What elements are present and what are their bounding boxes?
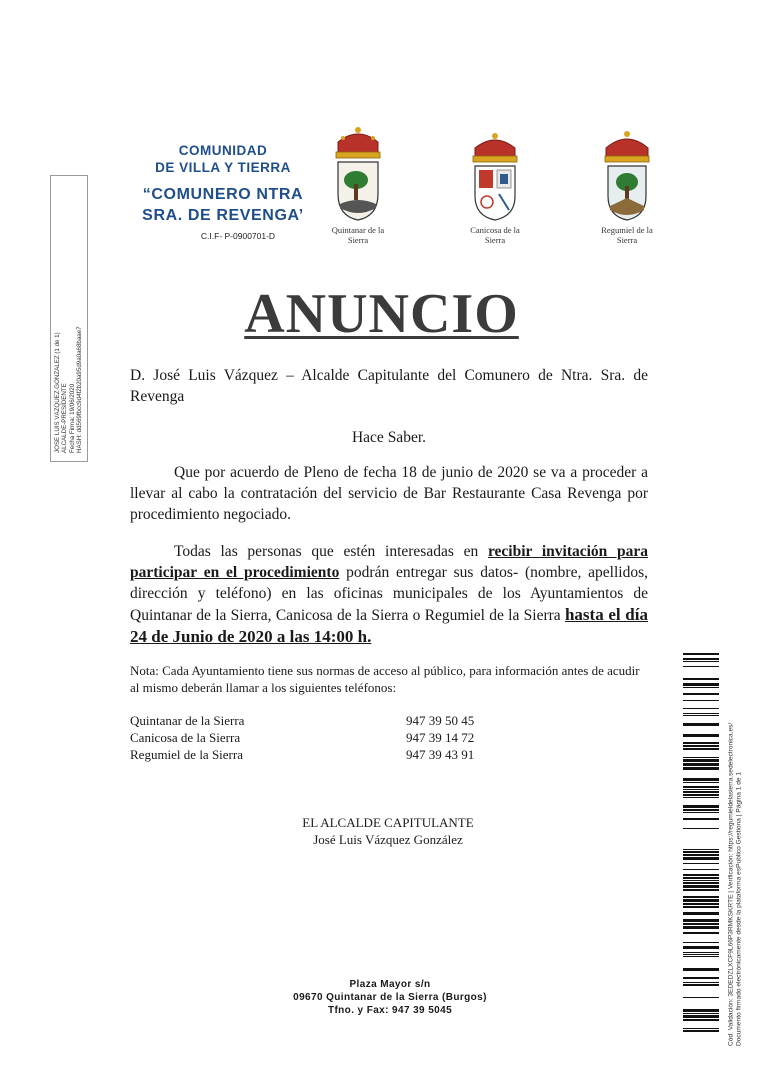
barcode-bar xyxy=(683,854,719,856)
paragraph-2-part-c: podrán entregar sus datos- (nombre, apellidos, dirección y teléfono) en las oficinas municipales de los Ayuntamientos de Quintanar de la Sierra, Canicosa de la Sierra o Regumiel de la Sierra xyxy=(130,564,648,624)
signature-hash: HASH: dd569fbcc9d4f2b20a95d9a0a68baae7 xyxy=(76,326,84,453)
deadline-text: hasta el día 24 de Junio de 2020 a las 14:00 h. xyxy=(130,605,648,646)
barcode-bar xyxy=(683,977,719,979)
barcode-bar xyxy=(683,782,719,783)
coat-regumiel xyxy=(587,128,667,245)
barcode-bar xyxy=(683,956,719,957)
barcode-bar xyxy=(683,818,719,820)
barcode-bar xyxy=(683,742,719,744)
verification-text xyxy=(728,664,745,1046)
barcode-bar xyxy=(683,1019,719,1021)
org-line-3: “COMUNERO NTRA xyxy=(142,186,304,203)
barcode-bar xyxy=(683,1013,719,1014)
footer-line-3: Tfno. y Fax: 947 39 5045 xyxy=(327,1005,453,1016)
barcode-bar xyxy=(683,789,719,790)
barcode-bar xyxy=(683,794,719,796)
coat-regumiel-caption: Regumiel de la Sierra xyxy=(601,225,653,245)
barcode-bar xyxy=(683,658,719,660)
phone-number: 947 39 14 72 xyxy=(406,730,475,745)
barcode-bar xyxy=(683,734,719,737)
barcode-bar xyxy=(683,683,719,686)
signature-date: Fecha Firma: 19/06/2020 xyxy=(69,383,76,453)
barcode-bar xyxy=(683,997,719,998)
signature-name: JOSÉ LUIS VÁZQUEZ GONZÁLEZ (1 de 1) xyxy=(54,332,62,453)
barcode-bar xyxy=(683,828,719,829)
barcode-bar xyxy=(683,661,719,662)
barcode-bar xyxy=(683,767,719,770)
barcode-icon xyxy=(683,653,719,1035)
barcode-bar xyxy=(683,748,719,750)
organization-header xyxy=(128,142,318,241)
paragraph-2 xyxy=(130,541,648,648)
barcode-bar xyxy=(683,778,719,781)
barcode-bar xyxy=(683,763,719,766)
barcode-bar xyxy=(683,912,719,915)
coat-of-arms-canicosa-icon xyxy=(467,130,523,222)
phone-row xyxy=(130,746,530,763)
barcode-bar xyxy=(683,708,719,709)
barcode-bar xyxy=(683,693,719,695)
barcode-bar xyxy=(683,919,719,922)
phone-row xyxy=(130,729,530,746)
footer-line-1: Plaza Mayor s/n xyxy=(349,979,431,990)
barcode-bar xyxy=(683,805,719,808)
intro-paragraph: D. José Luis Vázquez – Alcalde Capitulante del Comunero de Ntra. Sra. de Revenga xyxy=(130,367,648,405)
phone-place: Quintanar de la Sierra xyxy=(130,713,245,728)
barcode-bar xyxy=(683,968,719,971)
barcode-bar xyxy=(683,982,719,983)
coat-quintanar-caption: Quintanar de la Sierra xyxy=(331,225,385,245)
coat-canicosa-caption: Canicosa de la Sierra xyxy=(470,225,520,245)
coat-of-arms-quintanar-icon xyxy=(328,124,388,222)
verification-line-2: Documento firmado electrónicamente desde la plataforma esPublico Gestiona | Página 1 de 1 xyxy=(736,771,743,1046)
verification-line-1: Cód. Validación: 3EDEDZLXCF9L66P3RMKSKRTE | Verificación: https://regumieldelasierra.sedelectronica.es/ xyxy=(727,722,735,1046)
barcode-bar xyxy=(683,896,719,898)
barcode-bar xyxy=(683,952,719,953)
barcode-bar xyxy=(683,715,719,716)
paragraph-2-part-a: Todas las personas que estén interesadas en xyxy=(174,543,488,560)
org-line-1: COMUNIDAD xyxy=(178,143,268,158)
barcode-bar xyxy=(683,713,719,714)
footer-line-2: 09670 Quintanar de la Sierra (Burgos) xyxy=(293,992,487,1003)
phone-place: Regumiel de la Sierra xyxy=(130,747,243,762)
phone-row xyxy=(130,712,530,729)
barcode-bar xyxy=(683,923,719,925)
phone-number: 947 39 50 45 xyxy=(406,713,475,728)
barcode-bar xyxy=(683,869,719,870)
barcode-bar xyxy=(683,942,719,943)
document-title: ANUNCIO xyxy=(244,283,519,345)
barcode-bar xyxy=(683,759,719,762)
barcode-bar xyxy=(683,849,719,850)
barcode xyxy=(683,653,719,1035)
coat-of-arms-regumiel-icon xyxy=(600,128,654,222)
barcode-bar xyxy=(683,984,719,986)
barcode-bar xyxy=(683,678,719,680)
barcode-bar xyxy=(683,700,719,701)
barcode-bar xyxy=(683,874,719,876)
phone-number: 947 39 43 91 xyxy=(406,747,475,762)
org-line-2: DE VILLA Y TIERRA xyxy=(155,160,291,175)
note-paragraph: Nota: Cada Ayuntamiento tiene sus normas de acceso al público, para información antes de acudir al mismo deberán llamar a los siguientes teléfonos: xyxy=(130,663,640,695)
barcode-bar xyxy=(683,906,719,908)
barcode-bar xyxy=(683,889,719,891)
paragraph-1: Que por acuerdo de Pleno de fecha 18 de junio de 2020 se va a proceder a llevar al cabo la contratación del servicio de Bar Restaurante Casa Revenga por procedimiento negociado. xyxy=(130,464,648,523)
barcode-bar xyxy=(683,903,719,905)
barcode-bar xyxy=(683,946,719,949)
barcode-bar xyxy=(683,723,719,726)
barcode-bar xyxy=(683,899,719,902)
barcode-bar xyxy=(683,653,719,655)
barcode-bar xyxy=(683,926,719,929)
barcode-bar xyxy=(683,857,719,860)
barcode-bar xyxy=(683,757,719,758)
barcode-bar xyxy=(683,786,719,788)
barcode-bar xyxy=(683,851,719,853)
footer-address xyxy=(240,978,540,1017)
barcode-bar xyxy=(683,1030,719,1032)
org-line-4: SRA. DE REVENGA’ xyxy=(142,207,304,224)
signer-title: EL ALCALDE CAPITULANTE xyxy=(302,815,474,830)
barcode-bar xyxy=(683,666,719,667)
barcode-bar xyxy=(683,1028,719,1029)
barcode-bar xyxy=(683,932,719,934)
signer-name: José Luis Vázquez González xyxy=(313,832,463,847)
cif-number: C.I.F- P-0900701-D xyxy=(200,231,276,241)
barcode-bar xyxy=(683,809,719,811)
signature-role: ALCALDE-PRESIDENTE xyxy=(61,383,69,453)
barcode-bar xyxy=(683,687,719,688)
barcode-bar xyxy=(683,863,719,864)
barcode-bar xyxy=(683,745,719,747)
barcode-bar xyxy=(683,812,719,813)
barcode-bar xyxy=(683,791,719,793)
phone-place: Canicosa de la Sierra xyxy=(130,730,241,745)
barcode-bar xyxy=(683,797,719,798)
barcode-bar xyxy=(683,877,719,879)
coat-quintanar xyxy=(318,124,398,245)
hace-saber: Hace Saber. xyxy=(351,429,427,446)
barcode-bar xyxy=(683,954,719,955)
coat-canicosa xyxy=(455,130,535,245)
barcode-bar xyxy=(683,882,719,884)
barcode-bar xyxy=(683,1009,719,1012)
barcode-bar xyxy=(683,885,719,888)
signer-block xyxy=(230,814,546,848)
paragraph-2-underlined: recibir invitación para participar en el procedimiento xyxy=(130,543,648,581)
phone-list xyxy=(130,712,530,763)
barcode-bar xyxy=(683,1015,719,1018)
barcode-bar xyxy=(683,880,719,881)
